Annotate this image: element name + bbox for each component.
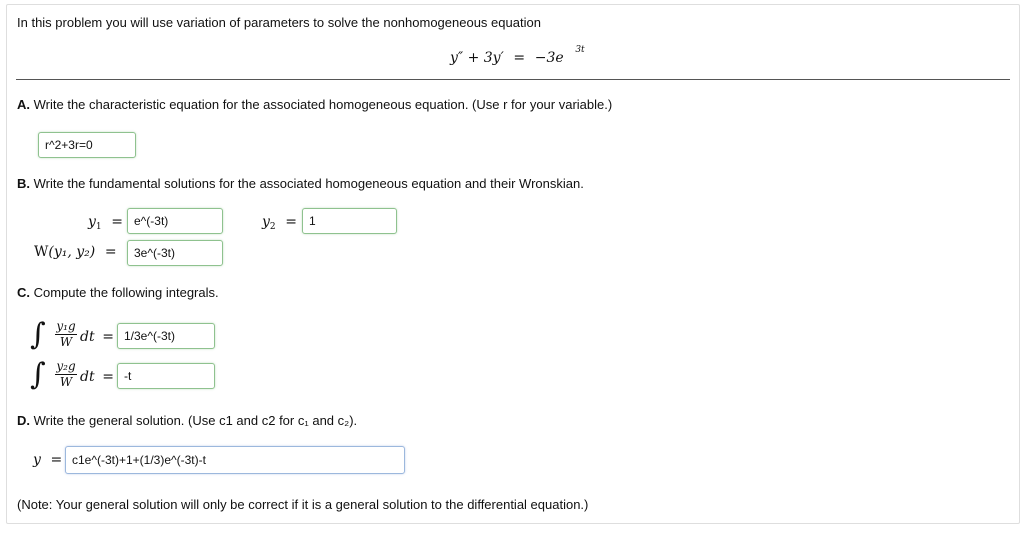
equation-exponent: 3t (575, 45, 585, 55)
integral-2-input[interactable]: -t (117, 363, 215, 389)
part-c-letter: C. (17, 285, 30, 300)
integral-2-denominator: W (59, 375, 73, 389)
integral-1-dt: dt = (80, 329, 114, 345)
intro-text: In this problem you will use variation of parameters to solve the nonhomogeneous equation (17, 15, 541, 30)
part-a-text: Write the characteristic equation for the associated homogeneous equation. (Use r for your variable.) (33, 97, 613, 112)
part-c-text: Compute the following integrals. (33, 285, 219, 300)
integral-sign: ∫ (30, 317, 46, 352)
y2-label: $y_2$ = (262, 214, 298, 232)
part-d-letter: D. (17, 413, 30, 428)
wronskian-input[interactable]: 3e^(-3t) (127, 240, 223, 266)
part-b-letter: B. (17, 176, 30, 191)
part-b-text: Write the fundamental solutions for the associated homogeneous equation and their Wronskian. (33, 176, 584, 191)
part-d-text: Write the general solution. (Use c1 and c2 for c₁ and c₂). (33, 413, 358, 428)
equation-equals: = (513, 50, 526, 66)
note-text: (Note: Your general solution will only be correct if it is a general solution to the differential equation.) (17, 497, 589, 512)
general-solution-label: y = (33, 452, 63, 468)
part-b-prompt (17, 176, 584, 191)
integral-2-fraction (55, 360, 77, 389)
part-a-letter: A. (17, 97, 30, 112)
equation-rhs: −3e (534, 50, 564, 66)
part-d-prompt (17, 413, 357, 428)
integral-1-input[interactable]: 1/3e^(-3t) (117, 323, 215, 349)
integral-1-fraction (55, 320, 77, 349)
equation-lhs: y″ + 3y′ (450, 50, 504, 66)
y1-label: $y_1$ = (88, 214, 124, 232)
integral-2-dt: dt = (80, 369, 114, 385)
integral-1-numerator: y₁g (56, 319, 76, 333)
integral-sign: ∫ (30, 357, 46, 392)
divider (16, 79, 1010, 80)
general-solution-input[interactable]: c1e^(-3t)+1+(1/3)e^(-3t)-t (65, 446, 405, 474)
main-equation (450, 45, 585, 66)
characteristic-equation-input[interactable]: r^2+3r=0 (38, 132, 136, 158)
part-c-prompt (17, 285, 219, 300)
y1-input[interactable]: e^(-3t) (127, 208, 223, 234)
part-a-prompt (17, 97, 612, 112)
integral-2-numerator: y₂g (56, 359, 76, 373)
integral-1-denominator: W (59, 335, 73, 349)
wronskian-label: W(y₁, y₂) = (34, 244, 117, 260)
y2-input[interactable]: 1 (302, 208, 397, 234)
